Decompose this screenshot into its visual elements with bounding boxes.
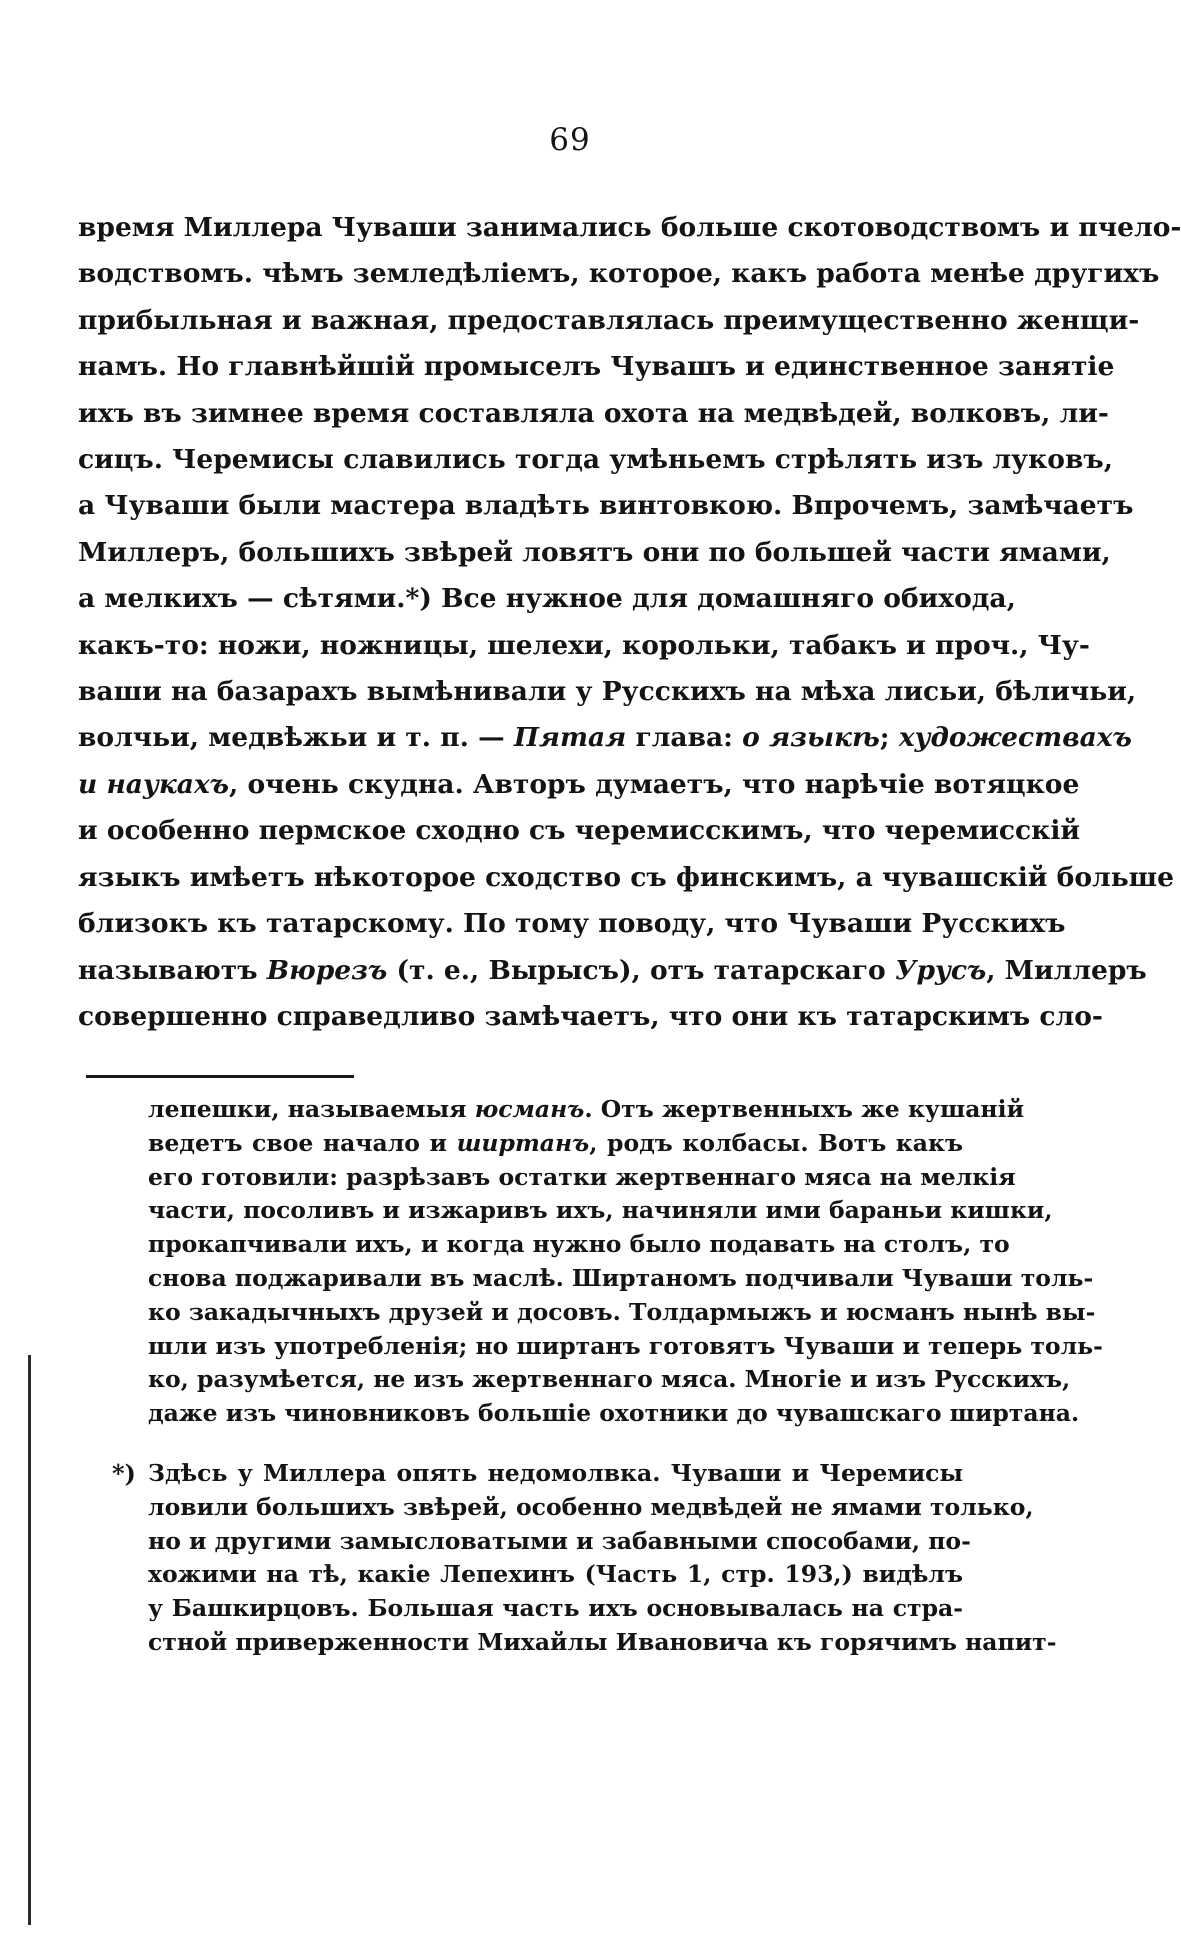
main-line: волчьи, медвѣжьи и т. п. — Пятая глава: о языкѣ; художествахъ <box>78 722 1132 754</box>
italic-yusman: юсманъ <box>474 1095 585 1123</box>
footnote-line: ведетъ свое начало и ширтанъ, родъ колбасы. Вотъ какъ <box>148 1128 964 1157</box>
page-number: 69 <box>549 122 591 158</box>
footnote-line: даже изъ чиновниковъ большіе охотники до чувашскаго ширтана. <box>148 1399 1080 1428</box>
main-line: называютъ Вюрезъ (т. е., Вырысъ), отъ татарскаго Урусъ, Миллеръ <box>78 954 1147 986</box>
italic-shirtan: ширтанъ <box>456 1128 590 1157</box>
main-line: ихъ въ зимнее время составляла охота на медвѣдей, волковъ, ли- <box>78 397 1109 429</box>
main-line: прибыльная и важная, предоставлялась преимущественно женщи- <box>78 304 1140 336</box>
italic-i-naukakh: и наукахъ <box>78 768 230 800</box>
main-line: намъ. Но главнѣйшій промыселъ Чувашъ и единственное занятіе <box>78 351 1115 383</box>
italic-khudozhestvakh: художествахъ <box>898 722 1132 754</box>
main-line: время Миллера Чуваши занимались больше скотоводствомъ и пчело- <box>78 212 1181 243</box>
main-line: какъ-то: ножи, ножницы, шелехи, корольки, табакъ и проч., Чу- <box>78 629 1090 661</box>
main-line: а Чуваши были мастера владѣть винтовкою. Впрочемъ, замѣчаетъ <box>78 490 1134 522</box>
footnote-line: части, посоливъ и изжаривъ ихъ, начиняли ими бараньи кишки, <box>148 1196 1053 1225</box>
main-line: языкъ имѣетъ нѣкоторое сходство съ финскимъ, а чувашскій больше <box>78 861 1175 893</box>
main-line: и особенно пермское сходно съ черемисскимъ, что черемисскій <box>78 815 1081 847</box>
main-line: и наукахъ, очень скудна. Авторъ думаетъ, что нарѣчіе вотяцкое <box>78 768 1080 800</box>
footnote-line: его готовили: разрѣзавъ остатки жертвеннаго мяса на мелкія <box>148 1162 1016 1191</box>
italic-o-yazyke: о языкѣ <box>742 722 880 754</box>
main-line: а мелкихъ — сѣтями.*) Все нужное для домашняго обихода, <box>78 583 1016 615</box>
footnote-line: лепешки, называемыя юсманъ. Отъ жертвенныхъ же кушаній <box>148 1095 1024 1123</box>
main-text <box>78 205 1181 1040</box>
footnote-line: ловили большихъ звѣрей, особенно медвѣдей не ямами только, <box>148 1492 1034 1521</box>
footnote-continued <box>148 1093 1103 1431</box>
main-line: близокъ къ татарскому. По тому поводу, что Чуваши Русскихъ <box>78 908 1066 940</box>
italic-pyataya: Пятая <box>513 722 627 754</box>
footnote-line: Здѣсь у Миллера опять недомолвка. Чуваши и Черемисы <box>148 1459 963 1487</box>
page-edge-line <box>28 1355 31 1925</box>
footnote-line: у Башкирцовъ. Большая часть ихъ основывалась на стра- <box>148 1594 963 1623</box>
footnote-line: снова поджаривали въ маслѣ. Ширтаномъ подчивали Чуваши толь- <box>148 1263 1094 1292</box>
footnote-line: ко закадычныхъ друзей и досовъ. Толдармыжъ и юсманъ нынѣ вы- <box>148 1297 1096 1326</box>
main-line: ваши на базарахъ вымѣнивали у Русскихъ на мѣха лисьи, бѣличьи, <box>78 676 1137 708</box>
footnote-line: стной приверженности Михайлы Ивановича къ горячимъ напит- <box>148 1627 1057 1656</box>
italic-urus: Урусъ <box>894 954 987 986</box>
footnote-line: шли изъ употребленія; но ширтанъ готовятъ Чуваши и теперь толь- <box>148 1331 1103 1360</box>
main-line: сицъ. Черемисы славились тогда умѣньемъ стрѣлять изъ луковъ, <box>78 444 1113 476</box>
footnote-line: прокапчивали ихъ, и когда нужно было подавать на столъ, то <box>148 1230 1010 1259</box>
footnote-line: но и другими замысловатыми и забавными способами, по- <box>148 1526 971 1555</box>
main-line: Миллеръ, большихъ звѣрей ловятъ они по большей части ямами, <box>78 536 1111 568</box>
footnote-separator <box>86 1075 354 1078</box>
main-line: совершенно справедливо замѣчаетъ, что они къ татарскимъ сло- <box>78 1000 1103 1032</box>
italic-vyurez: Вюрезъ <box>266 954 388 986</box>
footnote-marker: *) <box>112 1459 136 1488</box>
footnote-star <box>112 1457 1057 1660</box>
footnote-line: ко, разумѣется, не изъ жертвеннаго мяса. Многіе и изъ Русскихъ, <box>148 1365 1071 1394</box>
main-line: водствомъ. чѣмъ земледѣліемъ, которое, какъ работа менѣе другихъ <box>78 258 1160 290</box>
footnote-line: хожими на тѣ, какіе Лепехинъ (Часть 1, стр. 193,) видѣлъ <box>148 1560 963 1589</box>
